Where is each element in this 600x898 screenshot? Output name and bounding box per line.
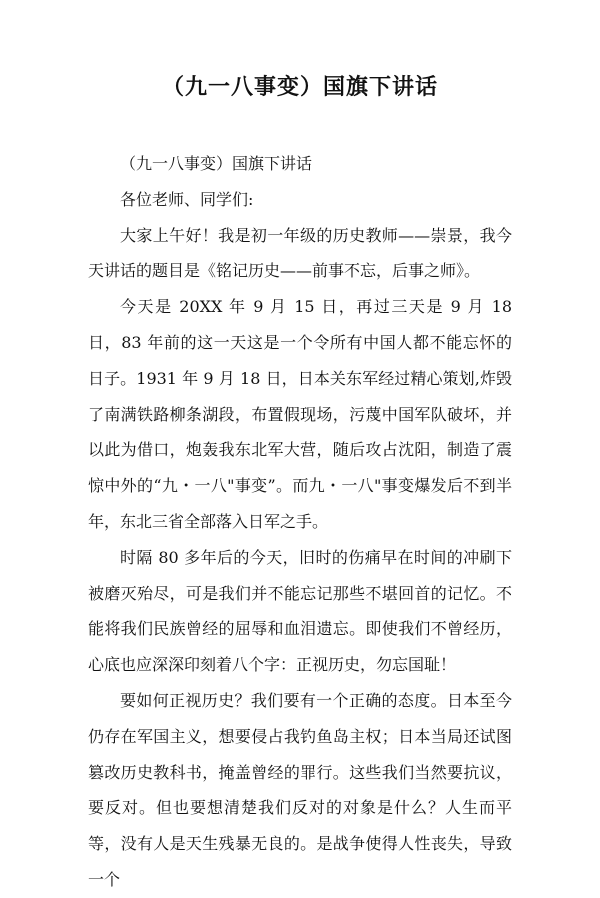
document-title: （九一八事变）国旗下讲话 (161, 75, 438, 100)
paragraph-remember: 时隔 80 多年后的今天，旧时的伤痛早在时间的冲刷下被磨灭殆尽，可是我们并不能忘记那些不堪回首的记忆。不能将我们民族曾经的屈辱和血泪遗忘。即使我们不曾经历，心底也应深深印刻着八个字：正视历史，勿忘国耻！ (88, 547, 512, 675)
paragraph-history: 今天是 20XX 年 9 月 15 日，再过三天是 9 月 18 日，83 年前的这一天这是一个令所有中国人都不能忘怀的日子。1931 年 9 月 18 日，日本关东军经过精心策划,炸毁了南满铁路柳条湖段，布置假现场，污蔑中国军队破坏，并以此为借口，炮轰我东北军大营，随后攻占沈阳，制造了震惊中外的“九・一八"事变”。而九・一八"事变爆发后不到半年，东北三省全部落入日军之手。 (88, 297, 512, 531)
paragraph-greeting: 大家上午好！我是初一年级的历史教师——崇景，我今天讲话的题目是《铭记历史——前事不忘，后事之师》。 (88, 225, 512, 281)
subtitle-line: （九一八事变）国旗下讲话 (120, 154, 313, 173)
paragraph-attitude: 要如何正视历史？我们要有一个正确的态度。日本至今仍存在军国主义，想要侵占我钓鱼岛主权；日本当局还试图篡改历史教科书，掩盖曾经的罪行。这些我们当然要抗议，要反对。但也要想清楚我们反对的对象是什么？人生而平等，没有人是天生残暴无良的。是战争使得人性丧失，导致一个 (88, 690, 512, 889)
salutation-line: 各位老师、同学们: (120, 189, 254, 209)
document-body (88, 146, 512, 898)
